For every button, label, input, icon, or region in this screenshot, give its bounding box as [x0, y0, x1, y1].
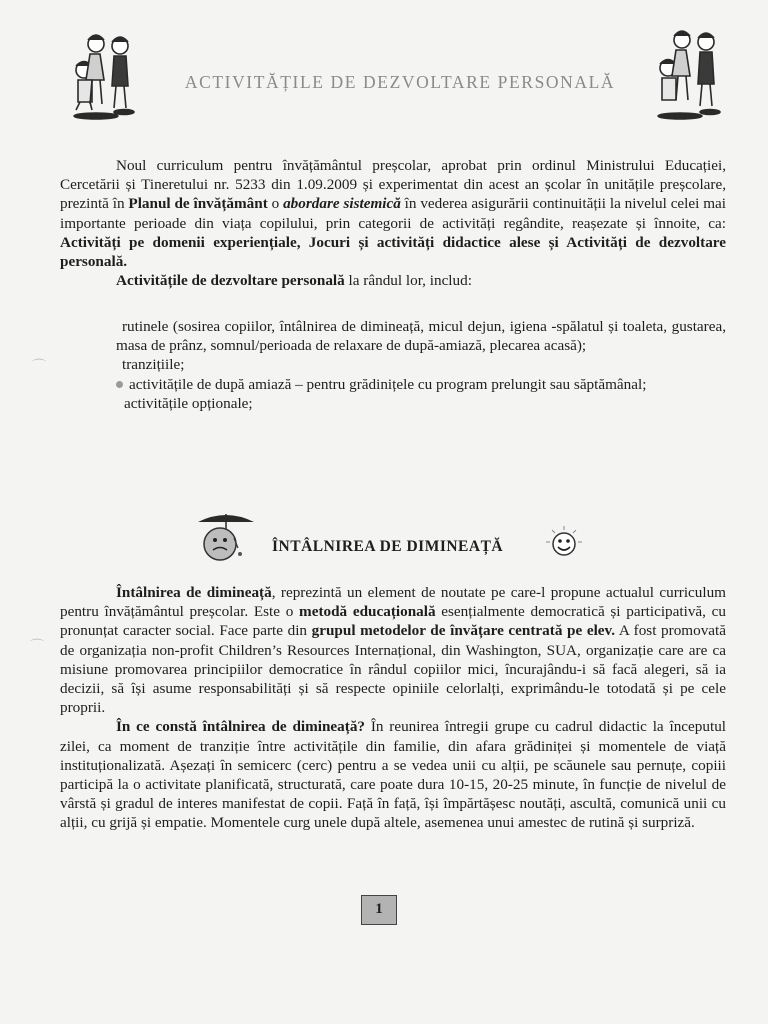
margin-mark: ⌒: [32, 360, 46, 375]
intro-text: Noul curriculum pentru învățământul preșcolar, aprobat prin ordinul Ministrului Educației, Cercetării și Tineretului nr. 5233 din 1.09.2009 și experimentat din acest an școlar în unitățile preșcolare, prezintă în: [60, 157, 726, 213]
umbrella-face-icon: [194, 508, 258, 569]
body-block: [60, 583, 726, 833]
intro-block: [60, 156, 726, 290]
activities-list: [60, 317, 726, 413]
page-number: 1: [361, 895, 397, 925]
list-item: activitățile opționale;: [124, 394, 253, 412]
systemic-approach-term: abordare sistemică: [283, 195, 401, 213]
plan-term: Planul de învățământ: [128, 195, 268, 213]
morning-meeting-term: Întâlnirea de dimineață: [116, 584, 272, 601]
smiley-icon: [540, 522, 588, 567]
children-illustration-left: [66, 30, 146, 122]
includes-text: la rândul lor, includ:: [344, 272, 472, 290]
list-item: activitățile de după amiază – pentru grădinițele cu program prelungit sau săptămânal;: [60, 375, 726, 394]
activity-categories: Activități pe domenii experiențiale, Jocuri și activități didactice alese și Activități de dezvoltare personală.: [60, 233, 726, 271]
personal-development-term: Activitățile de dezvoltare personală: [116, 272, 345, 290]
question-heading: În ce constă întâlnirea de dimineață?: [116, 718, 366, 736]
includes-paragraph: [60, 271, 726, 290]
list-item: rutinele (sosirea copiilor, întâlnirea de dimineață, micul dejun, igiena -spălatul și toaleta, gustarea, masa de prânz, somnul/perioada de relaxare de după-amiază, plecarea acasă);: [116, 318, 726, 355]
bullet-icon: [116, 381, 123, 388]
list-item: tranzițiile;: [122, 356, 185, 374]
intro-text: o: [267, 195, 284, 213]
section-title: ÎNTÂLNIREA DE DIMINEAȚĂ: [272, 538, 504, 555]
definition-paragraph: Întâlnirea de dimineață, reprezintă un element de noutate pe care-l propune actualul curriculum pentru învățământul preșcolar. Este o metodă educațională esențialmente democratică și participativă, cu pronunțat caracter social. Face parte din grupul metodelor de învățare centrată pe elev. A fost promovată de organizația non-profit Children’s Resources Internațional, din Washington, SUA, organizație care are ca misiune promovarea principiilor democratice în rândul copiilor mici, încurajându-i să facă alegeri, să ia decizii, să își asume responsabilități și să respecte opiniile celorlalți, exprimându-le totodată și pe cele proprii.: [60, 584, 726, 717]
intro-paragraph: [60, 156, 726, 271]
children-illustration-right: [650, 26, 730, 122]
header-title: ACTIVITĂȚILE DE DEZVOLTARE PERSONALĂ: [184, 72, 616, 92]
student-centered-term: grupul metodelor de învățare centrată pe elev.: [311, 622, 616, 640]
description-paragraph: În ce constă întâlnirea de dimineață? În reunirea întregii grupe cu cadrul didactic la începutul zilei, ca moment de tranziție între activitățile din familie, din afara grădiniței și momentele de viață instituționalizată. Așezați în semicerc (cerc) pentru a se vedea unii cu alții, pe scăunele sau pernuțe, copiii participă la o activitate planificată, structurată, care poate dura 10-15, 20-25 minute, în funcție de nivelul de vârstă și gradul de interes manifestat de copii. Față în față, își împărtășesc noutăți, ascultă, comunică unii cu alții, cu grijă și empatie. Momentele curg unele după altele, asemenea unui amestec de rutină și surpriză.: [60, 718, 727, 832]
educational-method-term: metodă educațională: [299, 603, 436, 621]
margin-mark: ⌒: [30, 640, 44, 655]
intro-text: în vederea asigurării continuității la nivelul celei mai importante perioade din viața copilului, prin categorii de activități regândite, reașezate și înnoite, ca:: [60, 195, 726, 232]
